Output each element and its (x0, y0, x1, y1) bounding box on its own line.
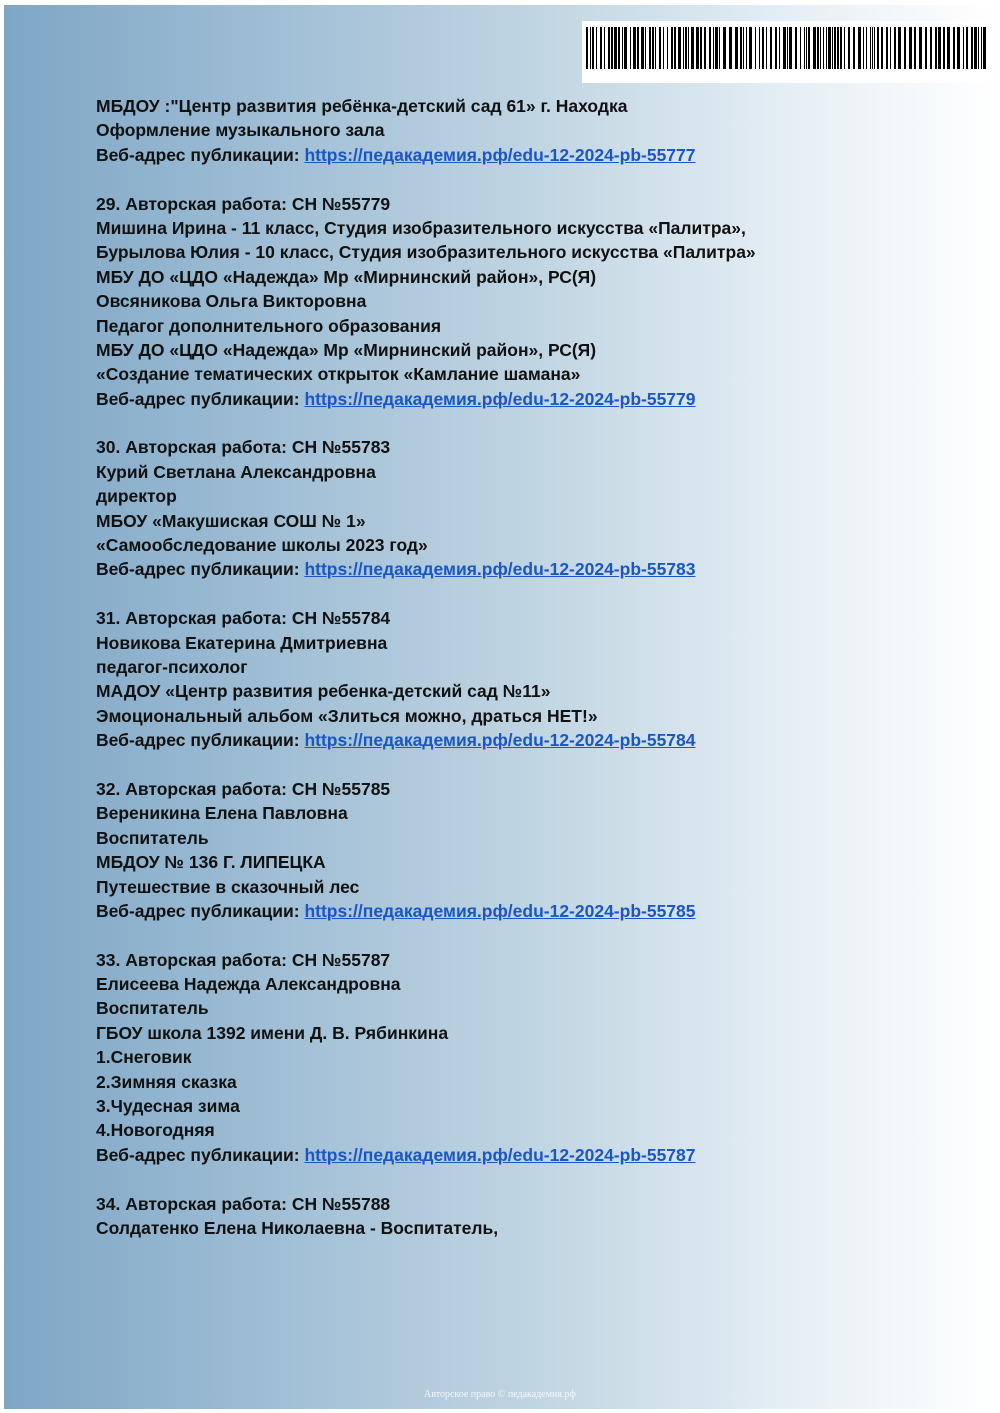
entry-url-row (96, 387, 956, 411)
entry-heading: 31. Авторская работа: СН №55784 (96, 608, 391, 629)
entry-line: 4.Новогодняя (96, 1120, 215, 1141)
entry (96, 192, 956, 412)
entry-line: Овсяникова Ольга Викторовна (96, 291, 367, 312)
entry-spacer (96, 167, 956, 191)
entry-heading: 30. Авторская работа: СН №55783 (96, 437, 391, 458)
copyright-footer: Авторское право © педакадемия.рф (424, 1389, 576, 1400)
entry-line: Новикова Екатерина Дмитриевна (96, 632, 388, 653)
entries-container (96, 167, 956, 1240)
entry-heading: 32. Авторская работа: СН №55785 (96, 778, 391, 799)
entry (96, 1192, 956, 1241)
entry-line: Воспитатель (96, 998, 209, 1019)
entry-line: педагог-психолог (96, 656, 248, 677)
entry-line: Курий Светлана Александровна (96, 461, 376, 482)
url-label: Веб-адрес публикации: (96, 730, 300, 751)
entry-line: 3.Чудесная зима (96, 1096, 240, 1117)
publication-link[interactable]: https://педакадемия.рф/edu-12-2024-pb-55777 (304, 144, 696, 165)
entry-line: Мишина Ирина - 11 класс, Студия изобразительного искусства «Палитра», (96, 217, 746, 238)
entry-line: МАДОУ «Центр развития ребенка-детский сад №11» (96, 681, 551, 702)
publication-link[interactable]: https://педакадемия.рф/edu-12-2024-pb-55787 (304, 1144, 696, 1165)
entry-line: Елисеева Надежда Александровна (96, 974, 401, 995)
entry-url-row (96, 143, 956, 167)
entry-line: МБДОУ № 136 Г. ЛИПЕЦКА (96, 852, 326, 873)
entry-line: «Самообследование школы 2023 год» (96, 535, 428, 556)
publication-link[interactable]: https://педакадемия.рф/edu-12-2024-pb-55784 (304, 730, 696, 751)
entry-title: Оформление музыкального зала (96, 120, 385, 141)
entry-line: 1.Снеговик (96, 1047, 192, 1068)
url-label: Веб-адрес публикации: (96, 144, 300, 165)
publication-link[interactable]: https://педакадемия.рф/edu-12-2024-pb-55785 (304, 900, 696, 921)
entry-line: Эмоциональный альбом «Злиться можно, драться НЕТ!» (96, 705, 598, 726)
entry-spacer (96, 753, 956, 777)
entry-heading: 34. Авторская работа: СН №55788 (96, 1193, 391, 1214)
entry-org: МБДОУ :"Центр развития ребёнка-детский сад 61» г. Находка (96, 96, 628, 116)
entry-heading: 33. Авторская работа: СН №55787 (96, 949, 391, 970)
entry-url-row (96, 899, 956, 923)
url-label: Веб-адрес публикации: (96, 900, 300, 921)
entry-line: Воспитатель (96, 827, 209, 848)
url-label: Веб-адрес публикации: (96, 559, 300, 580)
entry-header (96, 94, 956, 167)
entry (96, 777, 956, 923)
entry (96, 948, 956, 1168)
barcode (582, 21, 992, 83)
entry-url-row (96, 1143, 956, 1167)
entry-spacer (96, 923, 956, 947)
entry-line: МБУ ДО «ЦДО «Надежда» Мр «Мирнинский район», РС(Я) (96, 339, 597, 360)
entry-line: МБУ ДО «ЦДО «Надежда» Мр «Мирнинский район», РС(Я) (96, 266, 597, 287)
publication-link[interactable]: https://педакадемия.рф/edu-12-2024-pb-55783 (304, 559, 696, 580)
entry (96, 606, 956, 752)
entry-spacer (96, 1167, 956, 1191)
entry-line: «Создание тематических открыток «Камлание шамана» (96, 364, 581, 385)
entry-url-row (96, 728, 956, 752)
barcode-icon (586, 27, 986, 69)
publication-list (96, 94, 956, 1240)
entry-line: ГБОУ школа 1392 имени Д. В. Рябинкина (96, 1022, 449, 1043)
entry-spacer (96, 411, 956, 435)
url-label: Веб-адрес публикации: (96, 1144, 300, 1165)
url-label: Веб-адрес публикации: (96, 388, 300, 409)
publication-link[interactable]: https://педакадемия.рф/edu-12-2024-pb-55779 (304, 388, 696, 409)
entry-line: Бурылова Юлия - 10 класс, Студия изобразительного искусства «Палитра» (96, 242, 756, 263)
entry-line: Педагог дополнительного образования (96, 315, 442, 336)
entry-line: МБОУ «Макушиская СОШ № 1» (96, 510, 366, 531)
entry-line: Солдатенко Елена Николаевна - Воспитатель, (96, 1217, 499, 1238)
entry (96, 435, 956, 581)
entry-line: 2.Зимняя сказка (96, 1071, 237, 1092)
entry-line: Вереникина Елена Павловна (96, 803, 348, 824)
entry-heading: 29. Авторская работа: СН №55779 (96, 193, 391, 214)
entry-line: Путешествие в сказочный лес (96, 876, 360, 897)
entry-line: директор (96, 486, 177, 507)
entry-spacer (96, 582, 956, 606)
entry-url-row (96, 557, 956, 581)
